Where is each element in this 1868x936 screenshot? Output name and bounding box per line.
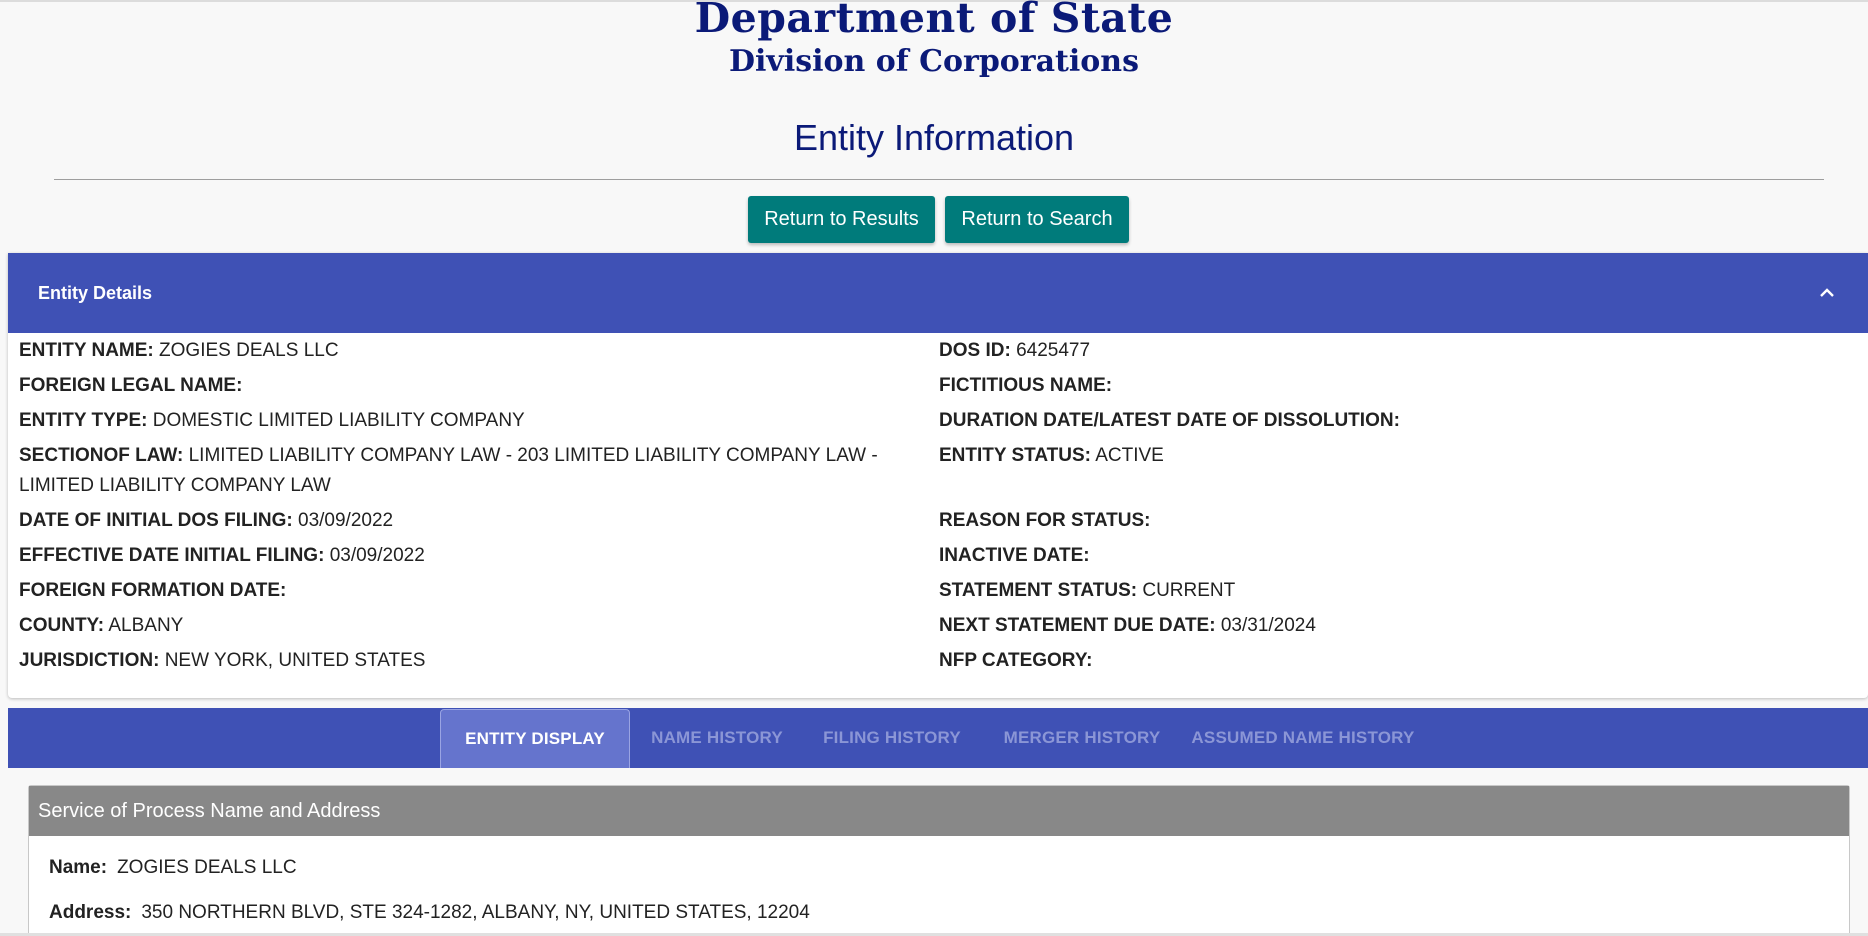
- return-to-search-button[interactable]: Return to Search: [945, 196, 1129, 243]
- field-label: FICTITIOUS NAME:: [939, 375, 1113, 396]
- field-label: COUNTY:: [19, 615, 105, 636]
- field-entity-name: [19, 336, 939, 366]
- entity-details-title: Entity Details: [38, 283, 153, 303]
- sop-address-row: [49, 898, 810, 928]
- tab-entity-display[interactable]: ENTITY DISPLAY: [440, 709, 630, 768]
- field-label: FOREIGN FORMATION DATE:: [19, 580, 287, 601]
- field-label: STATEMENT STATUS:: [939, 580, 1138, 601]
- sop-name-value: ZOGIES DEALS LLC: [117, 857, 297, 878]
- field-label: ENTITY NAME:: [19, 340, 154, 361]
- field-value: 6425477: [1016, 340, 1091, 361]
- field-label: DATE OF INITIAL DOS FILING:: [19, 510, 293, 531]
- field-effective-date-initial-filing: [19, 541, 939, 571]
- field-entity-type: [19, 406, 939, 436]
- field-value: ALBANY: [108, 615, 184, 636]
- field-county: [19, 611, 939, 641]
- field-fictitious-name: [939, 371, 1839, 401]
- field-jurisdiction: [19, 646, 939, 676]
- field-foreign-legal-name: [19, 371, 939, 401]
- field-label: NFP CATEGORY:: [939, 650, 1093, 671]
- field-next-statement-due-date: [939, 611, 1839, 641]
- field-value: 03/09/2022: [298, 510, 394, 531]
- entity-details-panel: [8, 253, 1868, 698]
- field-nfp-category: [939, 646, 1839, 676]
- field-label: DURATION DATE/LATEST DATE OF DISSOLUTION:: [939, 410, 1400, 431]
- field-value: 03/09/2022: [329, 545, 425, 566]
- field-label: SECTIONOF LAW:: [19, 445, 184, 466]
- tab-bar: [8, 708, 1868, 768]
- tab-assumed-name-history[interactable]: ASSUMED NAME HISTORY: [1191, 728, 1415, 747]
- chevron-up-icon[interactable]: [1820, 286, 1834, 300]
- field-date-initial-dos-filing: [19, 506, 939, 536]
- field-dos-id: [939, 336, 1839, 366]
- sop-address-label: Address:: [49, 902, 132, 923]
- return-to-results-button[interactable]: Return to Results: [748, 196, 935, 243]
- department-title: Department of State: [694, 0, 1174, 42]
- field-reason-for-status: [939, 506, 1839, 536]
- tab-name-history[interactable]: NAME HISTORY: [651, 728, 783, 747]
- field-entity-status: [939, 441, 1839, 471]
- field-label: EFFECTIVE DATE INITIAL FILING:: [19, 545, 325, 566]
- field-label: REASON FOR STATUS:: [939, 510, 1151, 531]
- division-title: Division of Corporations: [728, 44, 1140, 79]
- field-label: DOS ID:: [939, 340, 1011, 361]
- tab-filing-history[interactable]: FILING HISTORY: [823, 728, 961, 747]
- service-of-process-title: Service of Process Name and Address: [29, 786, 1849, 836]
- field-label: FOREIGN LEGAL NAME:: [19, 375, 243, 396]
- field-value: DOMESTIC LIMITED LIABILITY COMPANY: [152, 410, 525, 431]
- field-label: JURISDICTION:: [19, 650, 160, 671]
- field-value: ACTIVE: [1095, 445, 1164, 466]
- sop-name-row: [49, 853, 297, 883]
- tab-merger-history[interactable]: MERGER HISTORY: [1003, 728, 1161, 747]
- field-value: CURRENT: [1142, 580, 1236, 601]
- field-value: ZOGIES DEALS LLC: [159, 340, 339, 361]
- field-value: LIMITED LIABILITY COMPANY LAW - 203 LIMITED LIABILITY COMPANY LAW - LIMITED LIABILITY COMPANY LAW: [19, 445, 878, 496]
- field-value: NEW YORK, UNITED STATES: [164, 650, 426, 671]
- entity-details-header[interactable]: [8, 253, 1868, 333]
- page-title: Entity Information: [793, 117, 1075, 158]
- field-label: NEXT STATEMENT DUE DATE:: [939, 615, 1216, 636]
- field-label: INACTIVE DATE:: [939, 545, 1090, 566]
- field-value: 03/31/2024: [1220, 615, 1316, 636]
- field-statement-status: [939, 576, 1839, 606]
- divider: [54, 179, 1824, 180]
- field-inactive-date: [939, 541, 1839, 571]
- sop-address-value: 350 NORTHERN BLVD, STE 324-1282, ALBANY, NY, UNITED STATES, 12204: [141, 902, 810, 923]
- field-foreign-formation-date: [19, 576, 939, 606]
- field-section-of-law: [19, 441, 939, 501]
- sop-name-label: Name:: [49, 857, 108, 878]
- field-label: ENTITY STATUS:: [939, 445, 1091, 466]
- field-label: ENTITY TYPE:: [19, 410, 148, 431]
- service-of-process-card: [28, 785, 1850, 936]
- field-duration-date: [939, 406, 1839, 436]
